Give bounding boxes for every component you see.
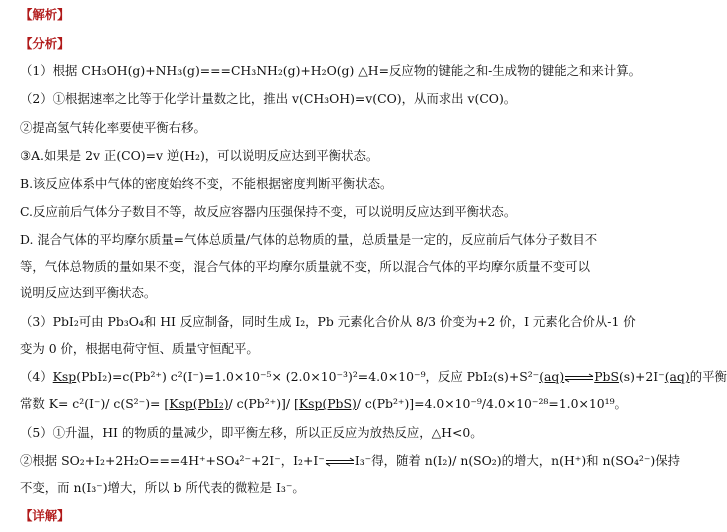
paragraph-line-14: （5）①升温，HI 的物质的量减少，即平衡左移，所以正反应为放热反应，△H<0。 [20,425,483,440]
line-12-prefix: （4） [20,369,53,384]
paragraph-line-6: C.反应前后气体分子数目不等，故反应容器内压强保持不变，可以说明反应达到平衡状态。 [20,204,517,219]
paragraph-line-2: （2）①根据速率之比等于化学计量数之比，推出 v(CH₃OH)=v(CO)，从而求出 v(CO)。 [20,91,517,106]
paragraph-line-7: D. 混合气体的平均摩尔质量=气体总质量/气体的总物质的量，总质量是一定的，反应前后气体分子数目不 [20,232,598,247]
section-heading-breakdown: 【分析】 [20,36,70,51]
aq-phase-label-2: (aq) [664,369,690,384]
paragraph-line-1: （1）根据 CH₃OH(g)+NH₃(g)===CH₃NH₂(g)+H₂O(g) △H=反应物的键能之和-生成物的键能之和来计算。 [20,63,641,78]
line-12-post: (s)+2I⁻ [618,369,665,384]
paragraph-line-12 [20,367,727,387]
ksp-pbi2: Ksp(PbI₂) [169,396,229,411]
line-15-prefix: ②根据 SO₂+I₂+2H₂O===4H⁺+SO₄²⁻+2I⁻，I₂+I⁻ [20,453,325,468]
paragraph-line-9: 说明反应达到平衡状态。 [20,285,157,300]
paragraph-line-15 [20,451,680,471]
paragraph-line-16: 不变，而 n(I₃⁻)增大，所以 b 所代表的微粒是 I₃⁻。 [20,480,305,495]
line-13-prefix: 常数 K= c²(I⁻)/ c(S²⁻)= [ [20,396,170,411]
ksp-symbol: Ksp [52,369,77,384]
ksp-pbs: Ksp(PbS) [298,396,357,411]
line-13-middle: / c(Pb²⁺)]/ [ [228,396,299,411]
pbs-formula: PbS [594,369,619,384]
line-12-middle: (PbI₂)=c(Pb²⁺) c²(I⁻)=1.0×10⁻⁵× (2.0×10⁻³)²=4.0×10⁻⁹，反应 PbI₂(s)+S²⁻ [76,369,540,384]
line-12-end: 的平衡 [689,369,727,384]
paragraph-line-10: （3）PbI₂可由 Pb₃O₄和 HI 反应制备，同时生成 I₂，Pb 元素化合价从 8/3 价变为+2 价，I 元素化合价从-1 价 [20,314,636,329]
paragraph-line-8: 等，气体总物质的量如果不变，混合气体的平均摩尔质量就不变，所以混合气体的平均摩尔质量不变可以 [20,259,590,274]
paragraph-line-3: ②提高氢气转化率要使平衡右移。 [20,120,206,135]
equilibrium-arrow-icon [325,458,355,466]
paragraph-line-5: B.该反应体系中气体的密度始终不变，不能根据密度判断平衡状态。 [20,176,393,191]
line-15-post: I₃⁻得，随着 n(I₂)/ n(SO₂)的增大，n(H⁺)和 n(SO₄²⁻)保持 [354,453,681,468]
paragraph-line-13 [20,394,627,414]
aq-phase-label: (aq) [539,369,565,384]
paragraph-line-11: 变为 0 价，根据电荷守恒、质量守恒配平。 [20,341,259,356]
section-heading-analysis: 【解析】 [20,7,70,22]
line-13-end: / c(Pb²⁺)]=4.0×10⁻⁹/4.0×10⁻²⁸=1.0×10¹⁹。 [356,396,627,411]
section-heading-detail: 【详解】 [20,508,70,523]
paragraph-line-4: ③A.如果是 2v 正(CO)=v 逆(H₂)，可以说明反应达到平衡状态。 [20,148,379,163]
equilibrium-arrow-icon [564,374,594,382]
